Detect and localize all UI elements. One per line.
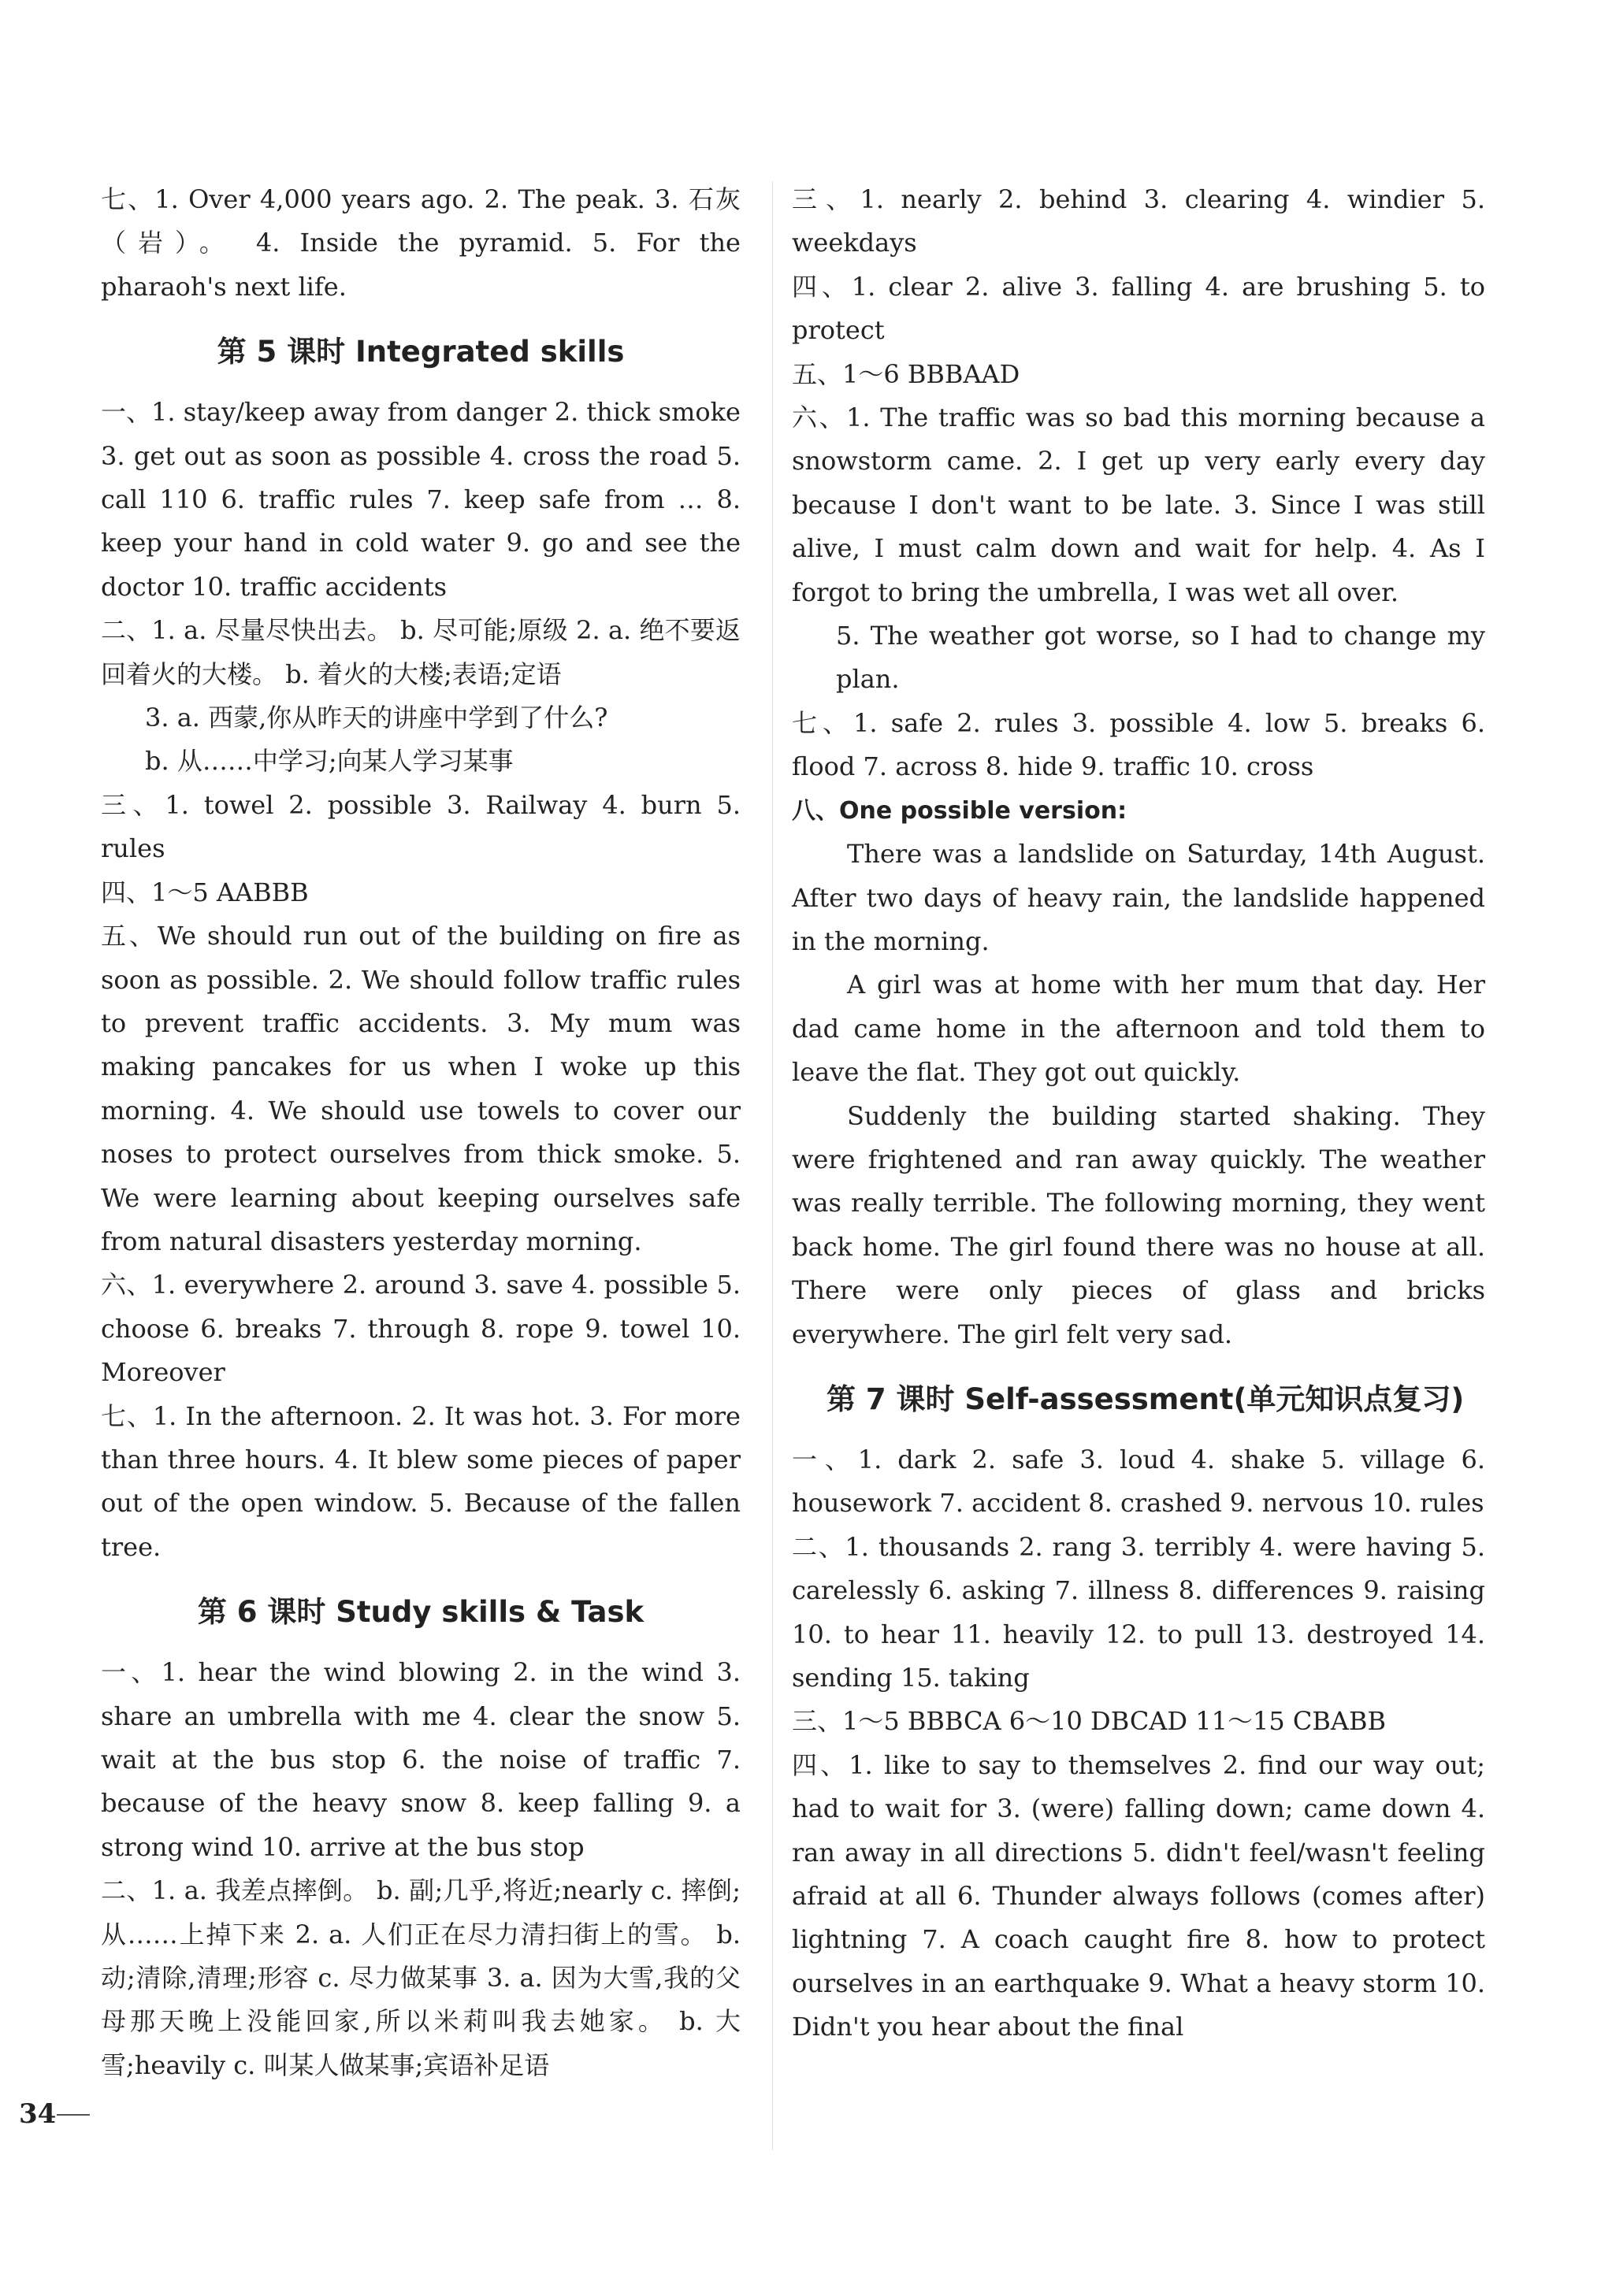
answer-section-5: 五、We should run out of the building on fire as soon as possible. 2. We should follow traffic rules to prevent traffic accidents. 3. My mum was making pancakes for us when I woke up this morning. 4. We should use towels to cover our noses to protect ourselves from thick smoke. 5. We were learning about keeping ourselves safe from natural disasters yesterday morning. — [101, 921, 741, 1256]
essay-paragraph-3: Suddenly the building started shaking. They were frightened and ran away quickly. The weather was really terrible. The following morning, they went back home. The girl found there was no house at all. There were only pieces of glass and bricks everywhere. The girl felt very sad. — [792, 1100, 1485, 1349]
answer-section-a6: 六、1. The traffic was so bad this morning because a snowstorm came. 2. I get up very early every day because I don't want to be late. 3. Since I was still alive, I must calm down and wait for help. 4. As I forgot to bring the umbrella, I was wet all over. — [792, 402, 1485, 607]
essay-paragraph-1: There was a landslide on Saturday, 14th August. After two days of heavy rain, the landslide happened in the morning. — [792, 839, 1485, 956]
left-column — [101, 178, 741, 2087]
answer-section-a7: 七、1. safe 2. rules 3. possible 4. low 5. breaks 6. flood 7. across 8. hide 9. traffic 10. cross — [792, 707, 1485, 782]
answer-section-a4: 四、1. clear 2. alive 3. falling 4. are brushing 5. to protect — [792, 271, 1485, 346]
right-column — [792, 178, 1485, 2049]
answer-section-4: 四、1～5 AABBB — [101, 877, 309, 907]
answer-section-a5: 五、1～6 BBBAAD — [792, 358, 1020, 389]
answer-section-b1: 一、1. dark 2. safe 3. loud 4. shake 5. village 6. housework 7. accident 8. crashed 9. nervous 10. rules — [792, 1444, 1485, 1519]
lesson-5-heading: 第 5 课时 Integrated skills — [217, 335, 625, 369]
answer-section-3: 三、1. towel 2. possible 3. Railway 4. burn 5. rules — [101, 789, 741, 864]
page-number: 34 — [19, 2098, 57, 2130]
answer-section-b4: 四、1. like to say to themselves 2. find our way out; had to wait for 3. (were) falling down; came down 4. ran away in all directions 5. didn't feel/wasn't feeling afraid at all 6. Thunder always follows (comes after) lightning 7. A coach caught fire 8. how to protect ourselves in an earthquake 9. What a heavy storm 10. Didn't you hear about the final — [792, 1749, 1485, 2042]
answer-section-2b: 3. a. 西蒙,你从昨天的讲座中学到了什么? — [145, 703, 608, 733]
answer-section-1: 一、1. stay/keep away from danger 2. thick smoke 3. get out as soon as possible 4. cross the road 5. call 110 6. traffic rules 7. keep safe from … 8. keep your hand in cold water 9. go and see the doctor 10. traffic accidents — [101, 397, 741, 602]
answer-section-a8: 八、One possible version: — [792, 796, 1127, 825]
lesson-7-heading: 第 7 课时 Self-assessment(单元知识点复习) — [827, 1382, 1465, 1416]
page-number-rule — [57, 2114, 90, 2116]
answer-section-7b: 七、1. In the afternoon. 2. It was hot. 3. For more than three hours. 4. It blew some pieces of paper out of the open window. 5. Because of the fallen tree. — [101, 1400, 741, 1562]
answer-section-t1: 一、1. hear the wind blowing 2. in the wind 3. share an umbrella with me 4. clear the snow 5. wait at the bus stop 6. the noise of traffic 7. because of the heavy snow 8. keep falling 9. a strong wind 10. arrive at the bus stop — [101, 1657, 741, 1862]
answer-section-b2: 二、1. thousands 2. rang 3. terribly 4. were having 5. carelessly 6. asking 7. illness 8. differences 9. raising 10. to hear 11. heavily 12. to pull 13. destroyed 14. sending 15. taking — [792, 1531, 1485, 1693]
essay-paragraph-2: A girl was at home with her mum that day. Her dad came home in the afternoon and told them to leave the flat. They got out quickly. — [792, 970, 1485, 1088]
answer-section-2c: b. 从……中学习;向某人学习某事 — [145, 746, 514, 777]
answer-section-7: 七、1. Over 4,000 years ago. 2. The peak. 3. 石灰（岩）。 4. Inside the pyramid. 5. For the pharaoh's next life. — [101, 184, 741, 302]
lesson-6-heading: 第 6 课时 Study skills & Task — [197, 1595, 644, 1630]
answer-section-6: 六、1. everywhere 2. around 3. save 4. possible 5. choose 6. breaks 7. through 8. rope 9. towel 10. Moreover — [101, 1270, 741, 1388]
answer-section-a6b: 5. The weather got worse, so I had to change my plan. — [836, 621, 1485, 695]
answer-section-2a: 二、1. a. 尽量尽快出去。 b. 尽可能;原级 2. a. 绝不要返回着火的大楼。 b. 着火的大楼;表语;定语 — [101, 615, 741, 689]
column-divider — [772, 181, 773, 2150]
answer-section-a3: 三、1. nearly 2. behind 3. clearing 4. windier 5. weekdays — [792, 184, 1485, 258]
answer-section-t2: 二、1. a. 我差点摔倒。 b. 副;几乎,将近;nearly c. 摔倒;从……上掉下来 2. a. 人们正在尽力清扫街上的雪。 b. 动;清除,清理;形容 c. 尽力做某事 3. a. 因为大雪,我的父母那天晚上没能回家,所以米莉叫我去她家。 b. 大雪;heavily c. 叫某人做某事;宾语补足语 — [101, 1875, 741, 2080]
answer-section-b3: 三、1～5 BBBCA 6～10 DBCAD 11～15 CBABB — [792, 1706, 1386, 1737]
